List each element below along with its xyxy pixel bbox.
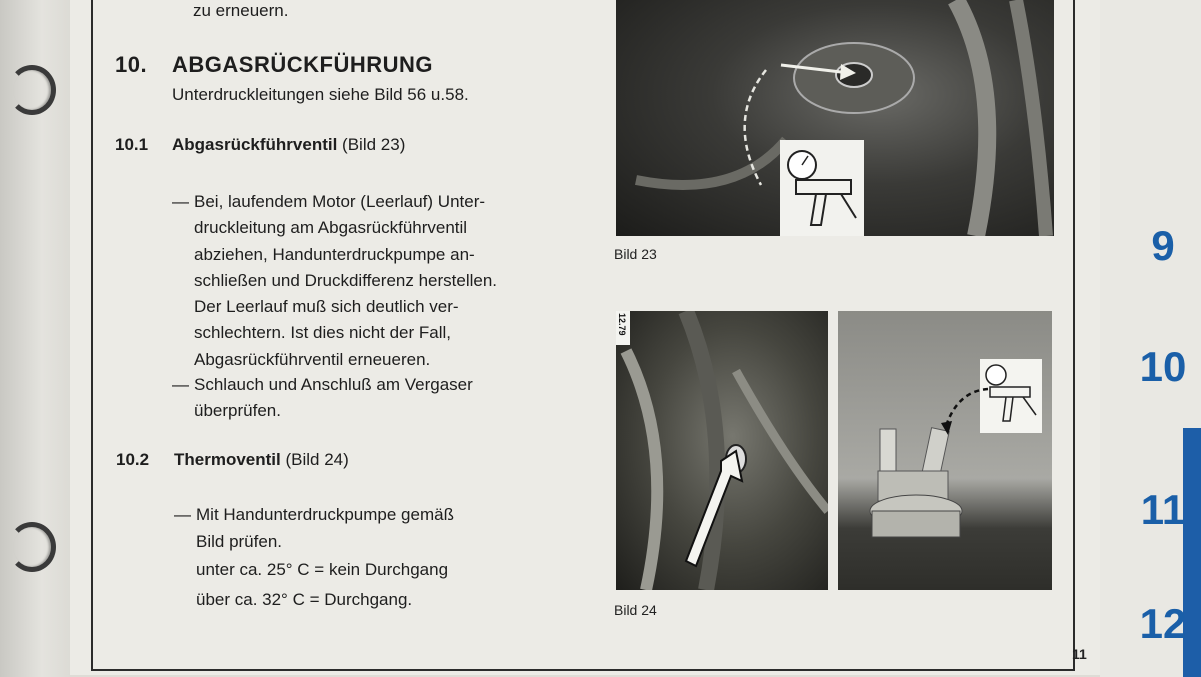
bild-23-photo xyxy=(616,0,1054,236)
section-10-1-title: Abgasrückführventil xyxy=(172,135,338,154)
bullet-dash: — xyxy=(174,505,191,524)
condition-below: unter ca. 25° C = kein Durchgang xyxy=(196,560,449,579)
register-tab-10[interactable]: 10 xyxy=(1139,343,1187,390)
binder-ring-bottom xyxy=(8,522,56,572)
register-tab-11[interactable]: 11 xyxy=(1140,486,1186,533)
bullet-line: Bei, laufendem Motor (Leerlauf) Unter- xyxy=(194,192,486,211)
section-10-title: ABGASRÜCKFÜHRUNG xyxy=(172,52,433,77)
bullet-line: schlechtern. Ist dies nicht der Fall, xyxy=(194,323,452,343)
bullet-line: überprüfen. xyxy=(194,401,281,420)
section-10-2-heading xyxy=(174,450,349,470)
bild-24-right-photo xyxy=(838,311,1052,590)
bild-23-drawing xyxy=(616,0,1054,236)
bullet-line: druckleitung am Abgasrückführventil xyxy=(194,218,468,238)
photo-stamp: 12.79 xyxy=(617,313,627,336)
section-10-subtitle: Unterdruckleitungen siehe Bild 56 u.58. xyxy=(172,85,469,104)
register-tab-9[interactable]: 9 xyxy=(1151,222,1175,269)
binder-ring-top xyxy=(8,65,56,115)
bild-24-left-drawing xyxy=(616,311,828,590)
bild-24-caption: Bild 24 xyxy=(614,602,657,618)
register-tab-12[interactable]: 12 xyxy=(1139,600,1187,647)
section-10-1-ref: (Bild 23) xyxy=(342,135,406,154)
condition-above: über ca. 32° C = Durchgang. xyxy=(196,590,413,609)
bullet-line: schließen und Druckdifferenz herstellen. xyxy=(194,270,498,290)
section-10-2-title: Thermoventil xyxy=(174,450,281,469)
bullet-line: Mit Handunterdruckpumpe gemäß xyxy=(196,505,454,524)
bullet-line: Abgasrückführventil erneueren. xyxy=(194,349,431,369)
section-10-number: 10. xyxy=(115,52,148,77)
bullet-line: abziehen, Handunterdruckpumpe an- xyxy=(194,244,475,264)
section-10-2-ref: (Bild 24) xyxy=(285,450,349,469)
bullet-line: Schlauch und Anschluß am Vergaser xyxy=(194,375,473,394)
bullet-dash: — xyxy=(172,192,189,211)
section-10-2-number: 10.2 xyxy=(116,450,150,469)
page-number: 11 xyxy=(1072,646,1087,662)
temperature-conditions xyxy=(196,555,448,615)
bullet-line: Bild prüfen. xyxy=(196,532,282,551)
bullet-dash: — xyxy=(172,375,189,394)
bild-24-right-drawing xyxy=(838,311,1052,590)
bild-24-left-photo xyxy=(616,311,828,590)
bild-23-caption: Bild 23 xyxy=(614,246,657,262)
section-10-1-heading xyxy=(172,135,405,155)
top-line: zu erneuern. xyxy=(193,1,289,20)
section-10-1-number: 10.1 xyxy=(115,135,149,154)
bullet-line: Der Leerlauf muß sich deutlich ver- xyxy=(194,297,459,317)
